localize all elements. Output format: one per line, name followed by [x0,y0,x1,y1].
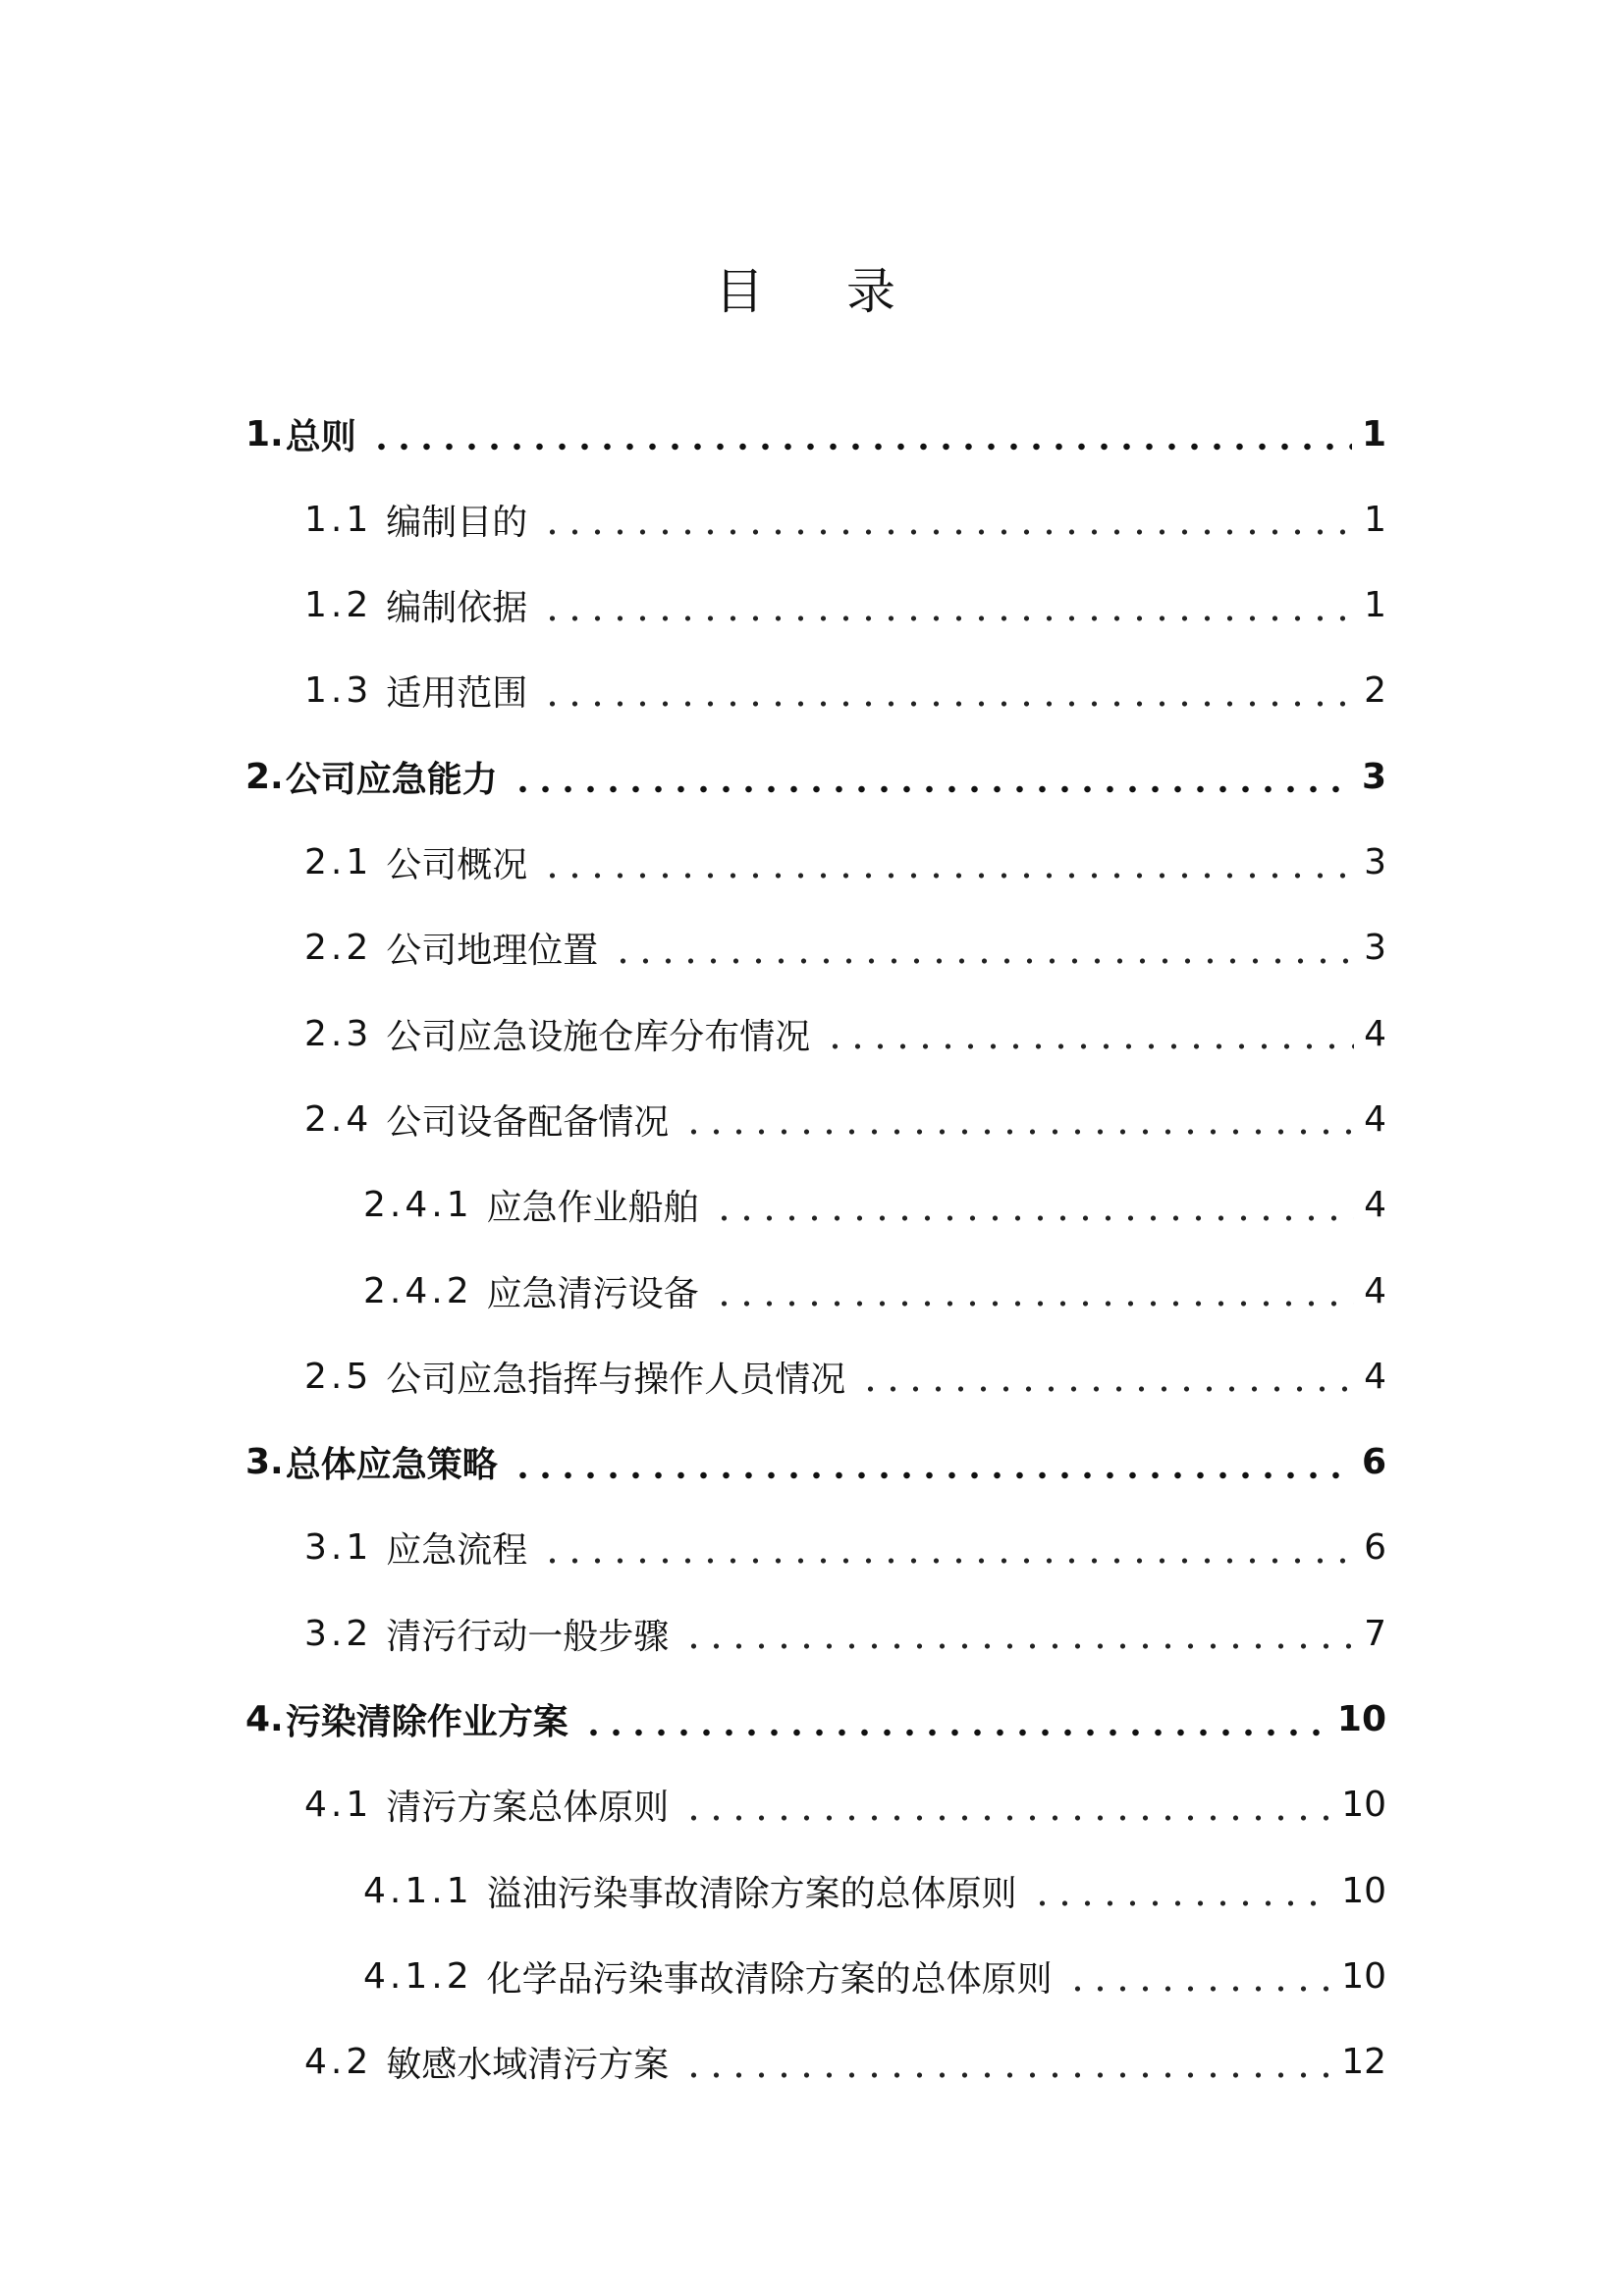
toc-entry[interactable] [304,662,1386,721]
toc-entry[interactable] [304,1004,1386,1063]
toc-entry[interactable] [304,1347,1386,1406]
toc-entry-page: 6 [1361,1442,1386,1483]
toc-entry[interactable] [304,1519,1386,1577]
toc-entry-page: 3 [1364,842,1386,882]
toc-entry-page: 7 [1364,1613,1386,1654]
toc-entry-title: 适用范围 [386,673,528,715]
toc-entry[interactable] [363,1176,1386,1235]
toc-entry-title: 总体应急策略 [285,1445,498,1486]
toc-entry[interactable] [304,1776,1386,1835]
toc-dot-leader [537,576,1354,635]
toc-entry-number: 4.1.2 [363,1955,473,1997]
toc-entry[interactable] [304,576,1386,635]
toc-entry-title: 应急作业船舶 [486,1188,699,1229]
toc-dot-leader [1062,1947,1332,2005]
toc-dot-leader [537,1519,1354,1577]
toc-dot-leader [1027,1861,1332,1920]
toc-entry-number: 1.2 [304,585,373,626]
toc-dot-leader [709,1261,1354,1320]
toc-entry-number: 2.5 [304,1356,373,1397]
toc-entry-page: 10 [1341,1785,1386,1826]
toc-dot-leader [678,1604,1354,1663]
toc-entry-number: 3. [245,1442,284,1483]
toc-dot-leader [678,2033,1331,2092]
toc-entry-number: 4.1 [304,1785,373,1826]
toc-entry-number: 2.1 [304,842,373,882]
toc-entry-title: 编制目的 [386,502,528,543]
toc-entry[interactable] [363,1947,1386,2005]
toc-entry-number: 2.4 [304,1098,373,1140]
toc-entry-page: 3 [1361,756,1386,797]
toc-dot-leader [578,1690,1327,1749]
toc-entry-page: 10 [1341,1870,1386,1911]
toc-dot-leader [820,1004,1354,1063]
toc-entry-page: 4 [1364,1185,1386,1226]
toc-entry-page: 10 [1341,1955,1386,1997]
toc-entry-title: 公司地理位置 [386,931,599,972]
toc-entry-number: 2.4.2 [363,1270,473,1311]
toc-entry[interactable] [363,1261,1386,1320]
toc-title: 目 录 [715,263,929,320]
toc-entry-page: 4 [1364,1013,1386,1054]
toc-dot-leader [678,1090,1354,1148]
toc-dot-leader [508,747,1352,806]
toc-entry[interactable] [304,2033,1386,2092]
toc-entry-title: 公司概况 [386,845,528,885]
toc-dot-leader [508,1433,1352,1492]
toc-entry-number: 4.1.1 [363,1870,473,1911]
toc-entry-page: 10 [1336,1699,1386,1739]
toc-entry[interactable] [304,833,1386,892]
toc-entry-page: 2 [1364,670,1386,712]
toc-entry-number: 1.3 [304,670,373,712]
toc-entry[interactable] [245,1433,1386,1492]
toc-dot-leader [678,1776,1331,1835]
toc-entry-title: 编制依据 [386,588,528,629]
toc-dot-leader [366,404,1352,463]
toc-entry-title: 清污行动一般步骤 [386,1616,670,1657]
toc-entry-number: 2. [245,756,284,797]
toc-dot-leader [709,1176,1354,1235]
toc-entry-title: 公司应急能力 [285,759,498,800]
toc-entry[interactable] [304,1090,1386,1148]
toc-entry-page: 4 [1364,1098,1386,1140]
toc-entry-number: 2.4.1 [363,1185,473,1226]
toc-entry-title: 总则 [285,416,356,457]
toc-dot-leader [537,662,1354,721]
toc-entry-title: 应急流程 [386,1530,528,1572]
toc-entry-title: 污染清除作业方案 [285,1702,568,1742]
toc-dot-leader [537,833,1354,892]
toc-entry[interactable] [245,747,1386,806]
toc-entry[interactable] [245,1690,1386,1749]
toc-entry-number: 3.1 [304,1527,373,1569]
toc-entry-number: 4.2 [304,2042,373,2083]
toc-entry-number: 2.3 [304,1013,373,1054]
toc-entry-title: 清污方案总体原则 [386,1788,670,1829]
toc-entry-title: 公司设备配备情况 [386,1101,670,1143]
toc-entry-page: 1 [1364,499,1386,540]
toc-entry-number: 1. [245,413,284,454]
toc-entry-page: 6 [1364,1527,1386,1569]
toc-entry-number: 4. [245,1699,284,1739]
toc-dot-leader [537,490,1354,549]
toc-entry-title: 化学品污染事故清除方案的总体原则 [486,1958,1053,2000]
toc-entry-title: 敏感水域清污方案 [386,2045,670,2086]
toc-dot-leader [855,1347,1354,1406]
toc-entry-title: 应急清污设备 [486,1273,699,1314]
toc-entry-number: 2.2 [304,928,373,969]
toc-entry-page: 4 [1364,1356,1386,1397]
toc-entry[interactable] [304,919,1386,978]
toc-entry-number: 3.2 [304,1613,373,1654]
toc-entry[interactable] [363,1861,1386,1920]
toc-entry[interactable] [245,404,1386,463]
toc-entry-title: 溢油污染事故清除方案的总体原则 [486,1873,1017,1914]
toc-entry-page: 1 [1364,585,1386,626]
toc-entry-page: 12 [1341,2042,1386,2083]
toc-entry-title: 公司应急设施仓库分布情况 [386,1016,811,1057]
toc-entry-page: 1 [1361,413,1386,454]
toc-entry-title: 公司应急指挥与操作人员情况 [386,1359,846,1400]
toc-entry[interactable] [304,490,1386,549]
toc-entry-page: 3 [1364,928,1386,969]
toc-entry-number: 1.1 [304,499,373,540]
toc-dot-leader [608,919,1354,978]
toc-entry-page: 4 [1364,1270,1386,1311]
toc-entry[interactable] [304,1604,1386,1663]
